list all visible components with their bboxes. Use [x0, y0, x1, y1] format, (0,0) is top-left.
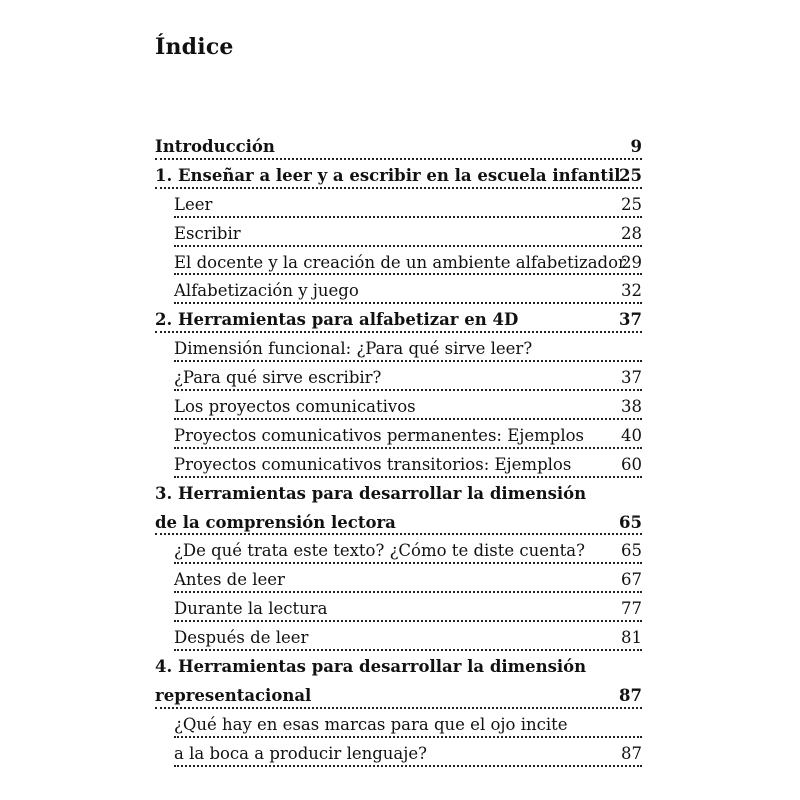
dot-leader — [174, 389, 642, 391]
toc-entry-section[interactable] — [155, 624, 642, 653]
toc-entry-chapter[interactable] — [155, 306, 642, 335]
toc-entry-title: ¿Qué hay en esas marcas para que el ojo incite — [174, 714, 568, 734]
dot-leader — [174, 649, 642, 651]
dot-leader — [155, 331, 642, 333]
dot-leader — [174, 620, 642, 622]
toc-entry-title: 3. Herramientas para desarrollar la dimensión — [155, 483, 587, 503]
toc-entry-page: 25 — [619, 165, 642, 185]
toc-entry-page: 65 — [621, 541, 642, 561]
toc-entry-section[interactable] — [155, 364, 642, 393]
toc-entry-chapter[interactable] — [155, 133, 642, 162]
toc-entry-title: Proyectos comunicativos transitorios: Ejemplos — [174, 454, 572, 474]
toc-entry-title: Los proyectos comunicativos — [174, 397, 416, 417]
toc-entry-section[interactable] — [155, 451, 642, 480]
dot-leader — [174, 216, 642, 218]
toc-entry-title: Durante la lectura — [174, 599, 328, 619]
toc-entry-chapter-continued[interactable] — [155, 509, 642, 538]
toc-entry-title: 2. Herramientas para alfabetizar en 4D — [155, 310, 519, 330]
toc-entry-chapter[interactable] — [155, 162, 642, 191]
toc-entry-chapter-continued[interactable] — [155, 682, 642, 711]
dot-leader — [155, 158, 642, 160]
toc-entry-page: 25 — [621, 194, 642, 214]
dot-leader — [174, 273, 642, 275]
toc-entry-section[interactable] — [155, 566, 642, 595]
toc-entry-title: Proyectos comunicativos permanentes: Ejemplos — [174, 425, 585, 445]
toc-entry-page: 9 — [630, 137, 642, 156]
toc-entry-page: 37 — [619, 310, 642, 330]
toc-entry-title: ¿Para qué sirve escribir? — [174, 368, 382, 388]
dot-leader — [174, 591, 642, 593]
dot-leader — [174, 418, 642, 420]
toc-entry-section[interactable] — [155, 249, 642, 278]
toc-entry-page: 32 — [621, 281, 642, 301]
toc-entry-title: 1. Enseñar a leer y a escribir en la escuela infantil — [155, 165, 621, 185]
toc-entry-section[interactable] — [155, 740, 642, 769]
table-of-contents — [155, 133, 642, 769]
toc-entry-chapter[interactable] — [155, 480, 642, 509]
toc-entry-page: 37 — [621, 368, 642, 388]
toc-entry-section[interactable] — [155, 191, 642, 220]
toc-entry-title: El docente y la creación de un ambiente alfabetizador — [174, 252, 626, 272]
toc-entry-title: Escribir — [174, 223, 241, 243]
toc-entry-section[interactable] — [155, 277, 642, 306]
toc-entry-title: a la boca a producir lenguaje? — [174, 743, 427, 763]
toc-entry-page: 87 — [619, 685, 642, 705]
dot-leader — [174, 447, 642, 449]
toc-entry-title: representacional — [155, 685, 312, 705]
dot-leader — [174, 302, 642, 304]
dot-leader — [155, 187, 642, 189]
dot-leader — [155, 533, 642, 535]
toc-entry-title: Leer — [174, 194, 213, 214]
toc-entry-title: Después de leer — [174, 628, 309, 648]
dot-leader — [174, 360, 642, 362]
toc-entry-page: 65 — [619, 512, 642, 532]
toc-entry-title: ¿De qué trata este texto? ¿Cómo te diste cuenta? — [174, 541, 585, 561]
toc-entry-section[interactable] — [155, 393, 642, 422]
toc-entry-title: de la comprensión lectora — [155, 512, 396, 532]
dot-leader — [155, 707, 642, 709]
toc-entry-page: 28 — [621, 223, 642, 243]
toc-entry-title: Introducción — [155, 137, 275, 156]
toc-entry-section[interactable] — [155, 595, 642, 624]
toc-entry-title: 4. Herramientas para desarrollar la dimensión — [155, 657, 587, 677]
toc-entry-page: 81 — [621, 628, 642, 648]
toc-entry-title: Antes de leer — [174, 570, 285, 590]
toc-entry-section[interactable] — [155, 711, 642, 740]
dot-leader — [174, 765, 642, 767]
toc-entry-chapter[interactable] — [155, 653, 642, 682]
toc-entry-page: 60 — [621, 454, 642, 474]
toc-entry-page: 29 — [621, 252, 642, 272]
toc-entry-page: 67 — [621, 570, 642, 590]
toc-entry-section[interactable] — [155, 335, 642, 364]
toc-entry-section[interactable] — [155, 537, 642, 566]
page-title: Índice — [155, 34, 234, 60]
toc-entry-page: 87 — [621, 743, 642, 763]
toc-entry-page: 38 — [621, 397, 642, 417]
dot-leader — [174, 562, 642, 564]
toc-entry-section[interactable] — [155, 220, 642, 249]
dot-leader — [174, 245, 642, 247]
toc-entry-title: Alfabetización y juego — [174, 281, 359, 301]
dot-leader — [174, 476, 642, 478]
toc-entry-page: 77 — [621, 599, 642, 619]
toc-entry-title: Dimensión funcional: ¿Para qué sirve leer? — [174, 339, 533, 359]
toc-entry-page: 40 — [621, 425, 642, 445]
dot-leader — [174, 736, 642, 738]
toc-entry-section[interactable] — [155, 422, 642, 451]
